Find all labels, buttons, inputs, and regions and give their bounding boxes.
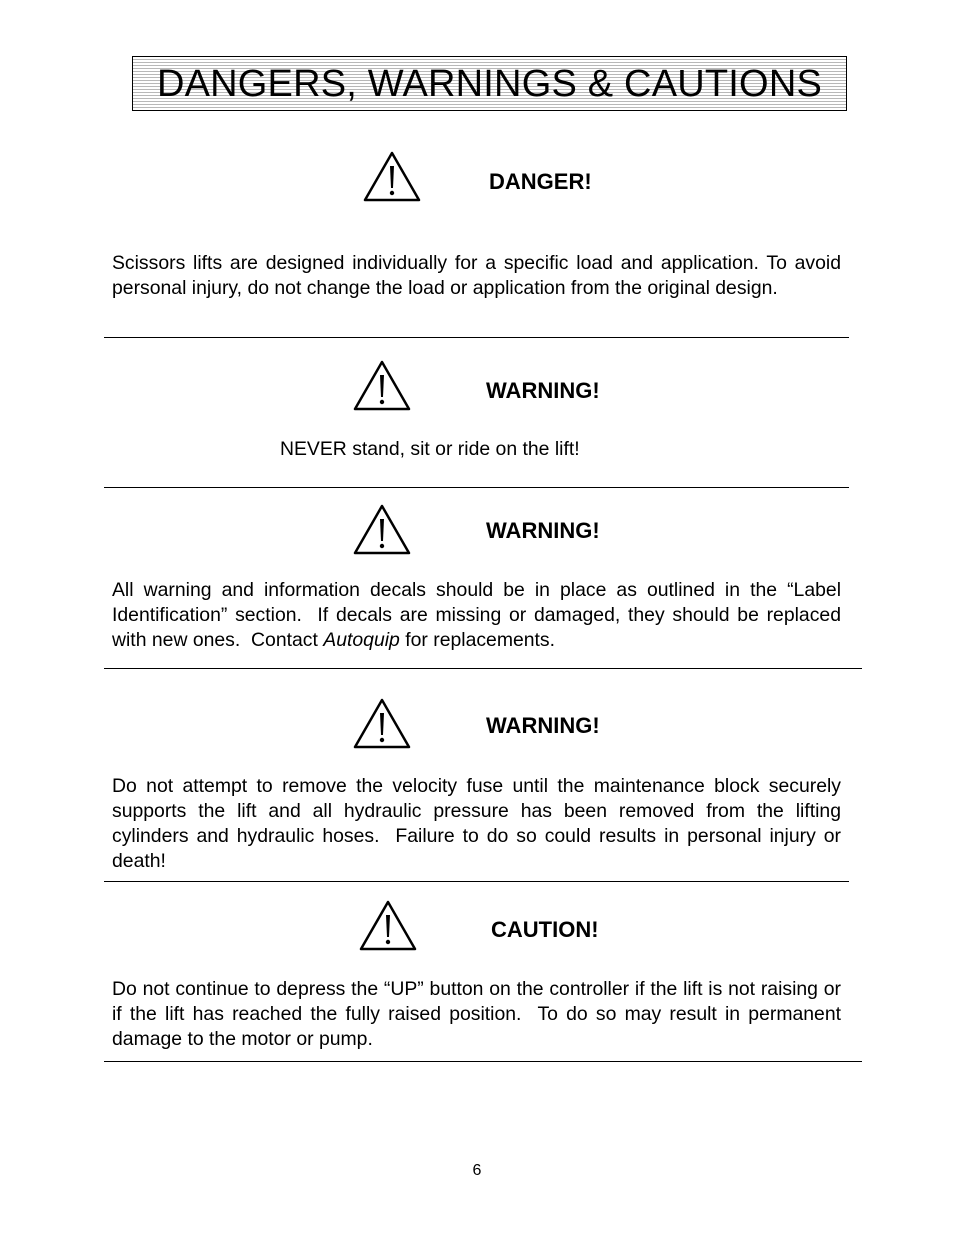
section-heading-danger: DANGER! bbox=[489, 169, 592, 194]
section-heading-caution: CAUTION! bbox=[491, 917, 599, 942]
section-divider bbox=[104, 337, 849, 338]
section-text-caution: Do not continue to depress the “UP” button on the controller if the lift is not raising or if the lift has reached the fully raised position. To do so may result in permanent damage to the motor or pump. bbox=[112, 978, 841, 1050]
warning-triangle-icon bbox=[358, 899, 418, 953]
section-divider bbox=[104, 881, 849, 882]
section-heading-warning-3: WARNING! bbox=[486, 713, 600, 738]
section-text-danger: Scissors lifts are designed individually for a specific load and application. To avoid personal injury, do not change the load or application from the original design. bbox=[112, 252, 841, 299]
section-divider bbox=[104, 487, 849, 488]
section-heading-warning-2: WARNING! bbox=[486, 518, 600, 543]
page-title-box bbox=[132, 56, 847, 111]
brand-name: Autoquip bbox=[323, 629, 400, 651]
section-text-warning-2-part1: All warning and information decals should be in place as outlined in the “Label Identification” section. If decals are missing or damaged, they should be replaced with new ones. Contact bbox=[112, 579, 841, 651]
warning-triangle-icon bbox=[352, 697, 412, 751]
warning-triangle-icon bbox=[362, 150, 422, 204]
section-divider bbox=[104, 668, 862, 669]
section-divider bbox=[104, 1061, 862, 1062]
page-number: 6 bbox=[472, 1162, 482, 1179]
warning-triangle-icon bbox=[352, 359, 412, 413]
section-heading-warning-1: WARNING! bbox=[486, 378, 600, 403]
section-text-warning-1: NEVER stand, sit or ride on the lift! bbox=[280, 438, 580, 460]
section-text-warning-3: Do not attempt to remove the velocity fuse until the maintenance block securely supports the lift and all hydraulic pressure has been removed from the lifting cylinders and hydraulic hoses. Failure to do so could results in personal injury or death! bbox=[112, 775, 841, 872]
warning-triangle-icon bbox=[352, 503, 412, 557]
page-title: DANGERS, WARNINGS & CAUTIONS bbox=[156, 62, 823, 105]
section-text-warning-2 bbox=[112, 578, 841, 653]
section-text-warning-2-part2: for replacements. bbox=[399, 629, 556, 651]
